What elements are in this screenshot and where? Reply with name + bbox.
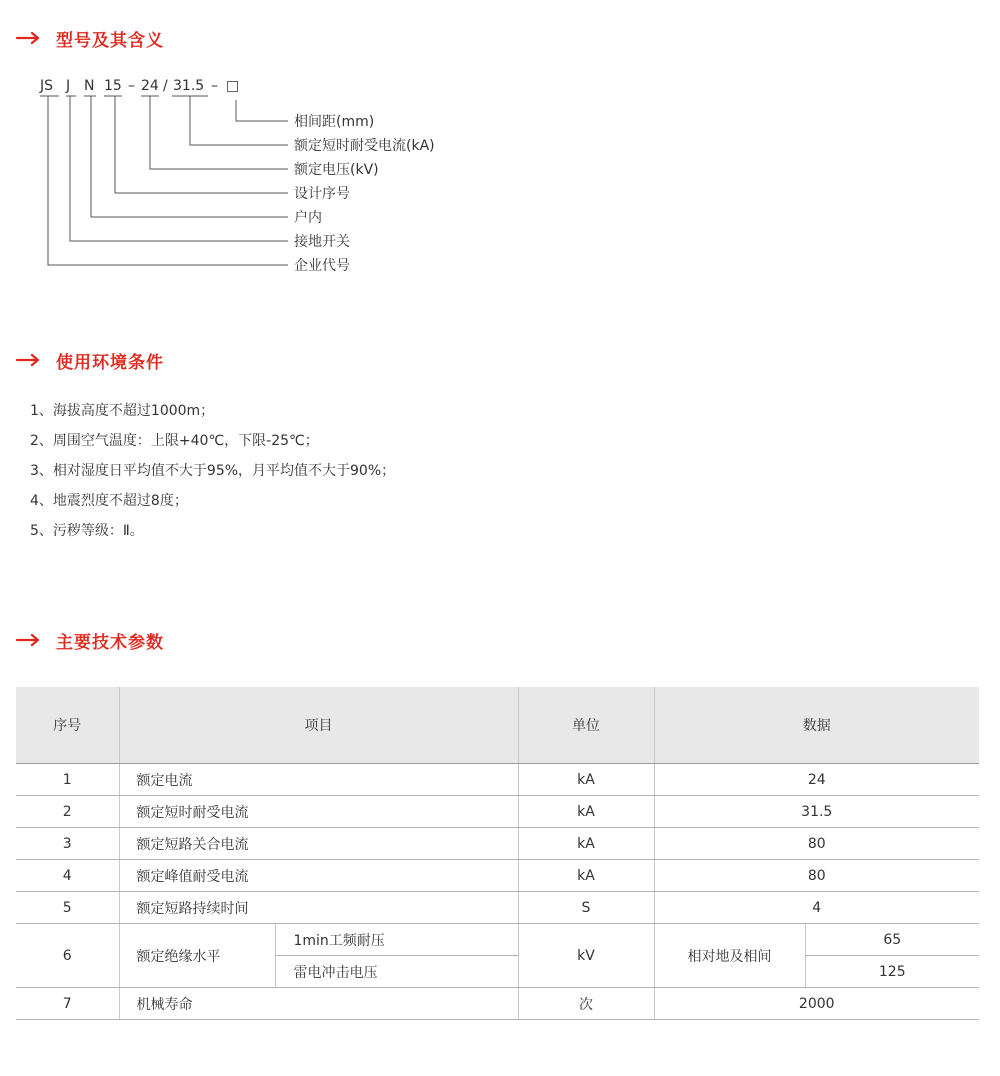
list-item: 5、污秽等级：Ⅱ。 — [30, 523, 144, 539]
cell-condition: 相对地及相间 — [654, 924, 805, 988]
header-no: 序号 — [16, 687, 119, 764]
model-code-part: □ — [226, 78, 240, 94]
model-meaning: 设计序号 — [294, 186, 350, 202]
list-item: 2、周围空气温度：上限+40℃，下限-25℃； — [30, 433, 319, 449]
cell-item: 额定峰值耐受电流 — [119, 860, 518, 892]
cell-no: 1 — [16, 764, 119, 796]
cell-unit: 次 — [518, 988, 654, 1020]
model-meaning: 户内 — [294, 210, 322, 226]
model-code-diagram — [0, 60, 560, 290]
model-code-part: 31.5 — [173, 78, 205, 94]
cell-item: 额定短路关合电流 — [119, 828, 518, 860]
cell-unit: S — [518, 892, 654, 924]
model-code-part: 24 — [141, 78, 159, 94]
cell-value: 4 — [654, 892, 979, 924]
cell-no: 6 — [16, 924, 119, 988]
cell-no: 4 — [16, 860, 119, 892]
model-code-part: / — [163, 78, 168, 94]
cell-item: 额定电流 — [119, 764, 518, 796]
section-title-specs: 主要技术参数 — [56, 632, 164, 653]
model-meaning: 企业代号 — [294, 258, 350, 274]
section-title-environment: 使用环境条件 — [56, 352, 164, 373]
cell-item: 额定短时耐受电流 — [119, 796, 518, 828]
model-code-part: – — [128, 78, 135, 94]
cell-item: 额定绝缘水平 — [119, 924, 275, 988]
environment-conditions-list — [30, 396, 395, 546]
cell-unit: kA — [518, 828, 654, 860]
cell-no: 3 — [16, 828, 119, 860]
cell-value: 24 — [654, 764, 979, 796]
model-meaning: 额定电压(kV) — [294, 162, 379, 178]
header-item: 项目 — [119, 687, 518, 764]
table-row — [16, 860, 979, 892]
model-code-part: J — [66, 78, 71, 94]
cell-value: 31.5 — [654, 796, 979, 828]
section-header-environment — [16, 349, 164, 371]
cell-value: 2000 — [654, 988, 979, 1020]
model-code-part: 15 — [104, 78, 122, 94]
cell-value: 125 — [805, 956, 979, 988]
table-row — [16, 764, 979, 796]
cell-no: 2 — [16, 796, 119, 828]
spec-table — [16, 687, 979, 1020]
model-meaning: 相间距(mm) — [294, 114, 375, 130]
header-data: 数据 — [654, 687, 979, 764]
model-meaning: 接地开关 — [294, 234, 350, 250]
section-header-model — [16, 27, 164, 49]
cell-item: 额定短路持续时间 — [119, 892, 518, 924]
table-header-row — [16, 687, 979, 764]
table-row — [16, 892, 979, 924]
model-meaning: 额定短时耐受电流(kA) — [294, 138, 435, 154]
cell-no: 5 — [16, 892, 119, 924]
cell-unit: kA — [518, 796, 654, 828]
cell-value: 80 — [654, 860, 979, 892]
cell-unit: kA — [518, 860, 654, 892]
section-header-specs — [16, 629, 164, 651]
arrow-right-icon — [16, 31, 42, 45]
header-unit: 单位 — [518, 687, 654, 764]
model-code-part: – — [211, 78, 218, 94]
model-code-part: N — [84, 78, 95, 94]
cell-unit: kV — [518, 924, 654, 988]
section-title-model: 型号及其含义 — [56, 30, 164, 51]
list-item: 4、地震烈度不超过8度； — [30, 493, 188, 509]
model-code-part: JS — [40, 78, 54, 94]
cell-sub-item: 雷电冲击电压 — [275, 956, 518, 988]
cell-value: 80 — [654, 828, 979, 860]
arrow-right-icon — [16, 353, 42, 367]
table-row — [16, 924, 979, 956]
table-row — [16, 988, 979, 1020]
cell-unit: kA — [518, 764, 654, 796]
cell-item: 机械寿命 — [119, 988, 518, 1020]
cell-sub-item: 1min工频耐压 — [275, 924, 518, 956]
list-item: 3、相对湿度日平均值不大于95%，月平均值不大于90%； — [30, 463, 396, 479]
table-row — [16, 796, 979, 828]
table-row — [16, 828, 979, 860]
cell-value: 65 — [805, 924, 979, 956]
list-item: 1、海拔高度不超过1000m； — [30, 403, 215, 419]
arrow-right-icon — [16, 633, 42, 647]
cell-no: 7 — [16, 988, 119, 1020]
